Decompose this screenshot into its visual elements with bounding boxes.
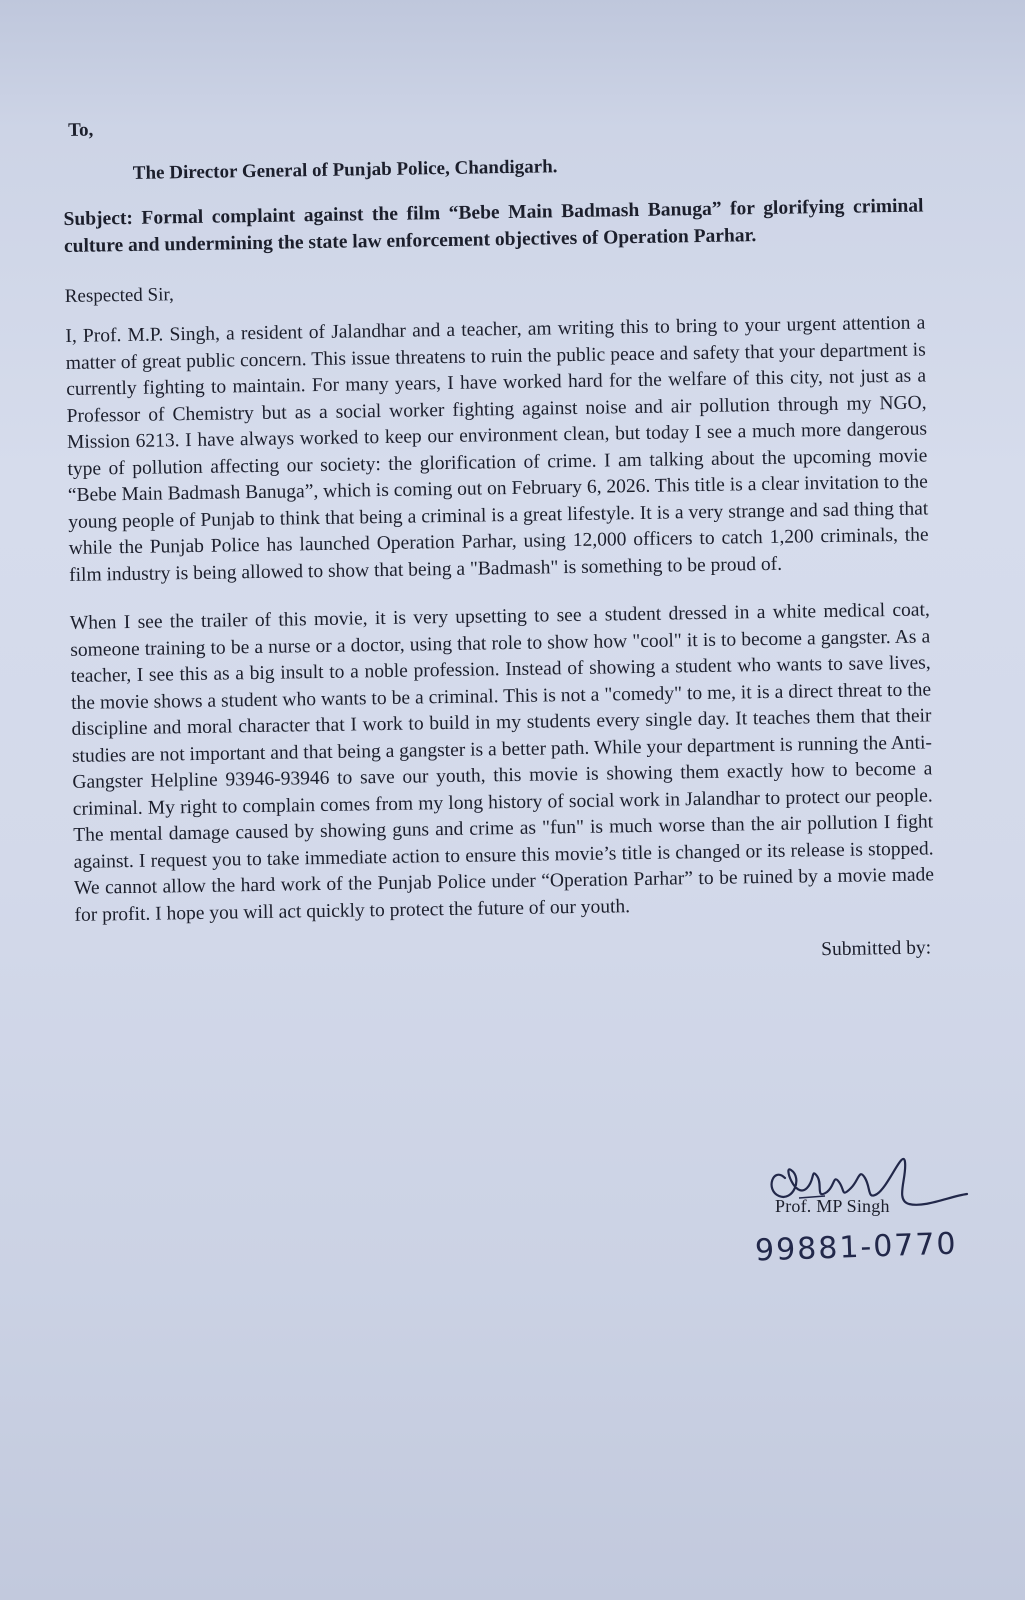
to-line: To, (67, 119, 94, 141)
salutation: Respected Sir, (64, 284, 174, 307)
paragraph-2: When I see the trailer of this movie, it is very upsetting to see a student dressed in a white medical coat, someone training to be a nurse or a doctor, using that role to show how "cool" it is to become a gangster. As a teacher, I see this as a big insult to a noble profession. Instead of showing a student who wants to save lives, the movie shows a student who wants to be a criminal. This is not a "comedy" to me, it is a direct threat to the discipline and moral character that I work to build in my students every single day. It teaches them that their studies are not important and that being a gangster is a better path. While your department is running the Anti-Gangster Helpline 93946-93946 to save our youth, this movie is showing them exactly how to become a criminal. My right to complain comes from my long history of social work in Jalandhar to protect our people. The mental damage caused by showing guns and crime as "fun" is much worse than the air pollution I fight against. I request you to take immediate action to ensure this movie’s title is changed or its release is stopped. We cannot allow the hard work of the Punjab Police under “Operation Parhar” to be ruined by a movie made for profit. I hope you will act quickly to protect the future of our youth. (69, 599, 935, 926)
subject-line: Subject: Formal complaint against the film “Bebe Main Badmash Banuga” for glorifying criminal culture and undermining the state law enforcement objectives of Operation Parhar. (63, 195, 924, 257)
addressee: The Director General of Punjab Police, Chandigarh. (132, 156, 558, 184)
handwritten-phone-number: 99881-0770 (754, 1226, 959, 1269)
signature-name: Prof. MP Singh (775, 1196, 890, 1216)
letter-body (62, 106, 935, 972)
signature-scribble-icon (755, 1138, 1015, 1238)
paragraph-1: I, Prof. M.P. Singh, a resident of Jalandhar and a teacher, am writing this to bring to your urgent attention a matter of great public concern. This issue threatens to ruin the public peace and safety that your department is currently fighting to maintain. For many years, I have worked hard for the welfare of this city, not just as a Professor of Chemistry but as a social worker fighting against noise and air pollution through my NGO, Mission 6213. I have always worked to keep our environment clean, but today I see a much more dangerous type of pollution affecting our society: the glorification of crime. I am talking about the upcoming movie “Bebe Main Badmash Banuga”, which is coming out on February 6, 2026. This title is a clear invitation to the young people of Punjab to think that being a criminal is a great lifestyle. It is a very strange and sad thing that while the Punjab Police has launched Operation Parhar, using 12,000 officers to catch 1,200 criminals, the film industry is being allowed to show that being a "Badmash" is something to be proud of. (65, 312, 929, 586)
submitted-by: Submitted by: (820, 937, 932, 961)
signature-block (755, 1138, 1015, 1288)
